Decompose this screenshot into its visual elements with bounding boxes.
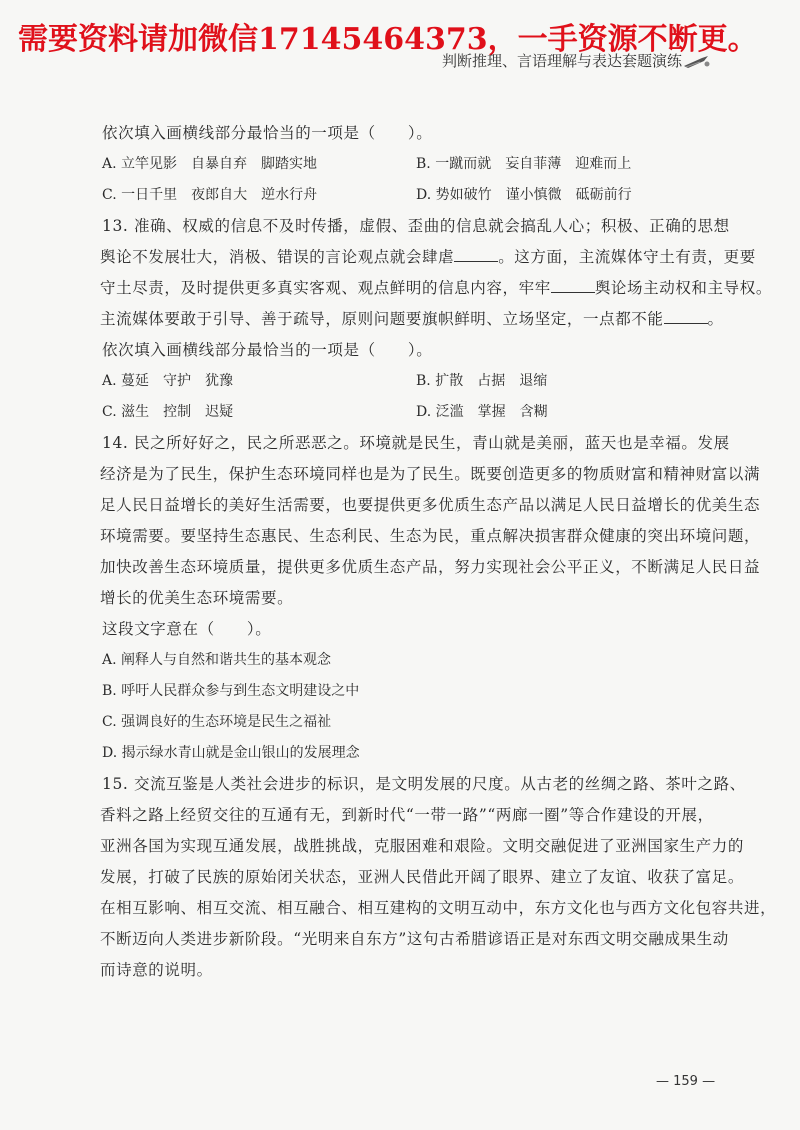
page-number: — 159 — xyxy=(656,1074,716,1089)
running-head: 判断推理、言语理解与表达套题演练 xyxy=(441,52,682,70)
page-content xyxy=(100,118,777,986)
q13-prompt: 依次填入画横线部分最恰当的一项是（ ）。 xyxy=(102,341,433,359)
q13-text: 舆论不发展壮大，消极、错误的言论观点就会肆虐 xyxy=(100,248,455,266)
q13-line-3 xyxy=(100,273,772,304)
q15-line-5: 在相互影响、相互交流、相互融合、相互建构的文明互动中，东方文化也与西方文化包容共进， xyxy=(100,899,777,917)
q14-option-b: B. 呼吁人民群众参与到生态文明建设之中 xyxy=(102,683,360,699)
q15-line-6: 不断迈向人类进步新阶段。“光明来自东方”这句古希腊谚语正是对东西文明交融成果生动 xyxy=(100,930,729,948)
q14-option-d: D. 揭示绿水青山就是金山银山的发展理念 xyxy=(102,745,360,761)
q13-text: 。 xyxy=(707,310,724,328)
q14-line-5: 加快改善生态环境质量，提供更多优质生态产品，努力实现社会公平正义，不断满足人民日益 xyxy=(100,558,761,576)
q12-option-b: B. 一蹴而就 妄自菲薄 迎难而上 xyxy=(416,156,632,172)
q13-text: 主流媒体要敢于引导、善于疏导，原则问题要旗帜鲜明、立场坚定，一点都不能 xyxy=(100,310,664,328)
q12-option-d: D. 势如破竹 谨小慎微 砥砺前行 xyxy=(416,187,632,203)
q13-text: 舆论场主动权和主导权。 xyxy=(594,279,772,297)
q14-line-2: 经济是为了民生，保护生态环境同样也是为了民生。既要创造更多的物质财富和精神财富以满 xyxy=(100,465,761,483)
q15-line-3: 亚洲各国为实现互通发展，战胜挑战，克服困难和艰险。文明交融促进了亚洲国家生产力的 xyxy=(100,837,745,855)
q13-line-1: 13. 准确、权威的信息不及时传播，虚假、歪曲的信息就会搞乱人心；积极、正确的思想 xyxy=(102,217,730,235)
watermark-text: 需要资料请加微信17145464373，一手资源不断更。 xyxy=(18,22,758,57)
q13-line-2 xyxy=(100,242,756,273)
q13-option-b: B. 扩散 占据 退缩 xyxy=(416,373,548,389)
fill-blank xyxy=(664,309,708,324)
q14-line-6: 增长的优美生态环境需要。 xyxy=(100,589,294,607)
q13-option-c: C. 滋生 控制 迟疑 xyxy=(102,404,234,420)
q12-prompt: 依次填入画横线部分最恰当的一项是（ ）。 xyxy=(102,124,433,142)
q13-option-d: D. 泛滥 掌握 含糊 xyxy=(416,404,548,420)
q13-text: 守土尽责，及时提供更多真实客观、观点鲜明的信息内容，牢牢 xyxy=(100,279,551,297)
q13-options-row1 xyxy=(100,366,708,397)
fill-blank xyxy=(551,278,595,293)
q13-options-row2 xyxy=(100,397,708,428)
q15-line-7: 而诗意的说明。 xyxy=(100,961,213,979)
q14-prompt: 这段文字意在（ ）。 xyxy=(102,620,272,638)
q14-line-4: 环境需要。要坚持生态惠民、生态利民、生态为民，重点解决损害群众健康的突出环境问题， xyxy=(100,527,761,545)
q13-line-4 xyxy=(100,304,724,335)
q12-option-c: C. 一日千里 夜郎自大 逆水行舟 xyxy=(102,187,318,203)
q13-text: 。这方面，主流媒体守土有责，更要 xyxy=(498,248,756,266)
q15-line-2: 香料之路上经贸交往的互通有无，到新时代“一带一路”“两廊一圈”等合作建设的开展， xyxy=(100,806,714,824)
q13-option-a: A. 蔓延 守护 犹豫 xyxy=(102,373,234,389)
fill-blank xyxy=(454,247,498,262)
q14-line-1: 14. 民之所好好之，民之所恶恶之。环境就是民生，青山就是美丽，蓝天也是幸福。发展 xyxy=(102,434,730,452)
q12-options-row1 xyxy=(100,149,708,180)
q12-option-a: A. 立竿见影 自暴自弃 脚踏实地 xyxy=(102,156,318,172)
q15-line-1: 15. 交流互鉴是人类社会进步的标识，是文明发展的尺度。从古老的丝绸之路、茶叶之路、 xyxy=(102,775,746,793)
q12-options-row2 xyxy=(100,180,708,211)
q14-option-a: A. 阐释人与自然和谐共生的基本观念 xyxy=(102,652,332,668)
q14-line-3: 足人民日益增长的美好生活需要，也要提供更多优质生态产品以满足人民日益增长的优美生态 xyxy=(100,496,761,514)
q14-option-c: C. 强调良好的生态环境是民生之福祉 xyxy=(102,714,332,730)
q15-line-4: 发展，打破了民族的原始闭关状态，亚洲人民借此开阔了眼界、建立了友谊、收获了富足。 xyxy=(100,868,745,886)
pen-icon xyxy=(682,52,712,70)
